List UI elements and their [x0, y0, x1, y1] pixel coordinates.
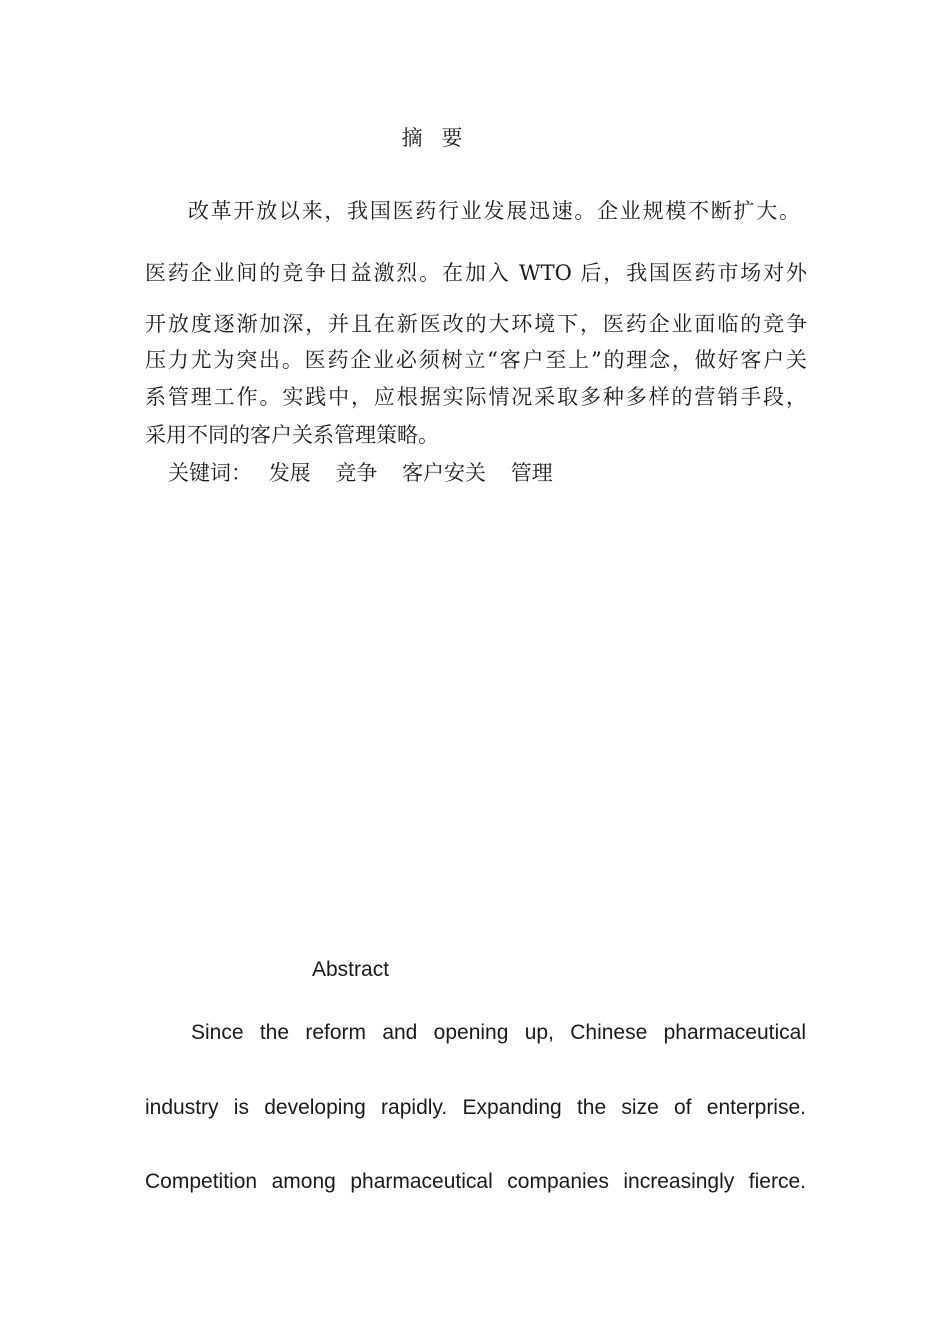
cn-abstract-line: 系管理工作。实践中，应根据实际情况采取多种多样的营销手段， — [145, 385, 807, 409]
cn-abstract-line: 采用不同的客户关系管理策略。 — [145, 423, 439, 447]
keywords-label: 关键词： — [168, 461, 252, 485]
keywords-line — [168, 458, 571, 488]
cn-abstract-line: 改革开放以来，我国医药行业发展迅速。企业规模不断扩大。 — [188, 199, 800, 223]
en-abstract-title: Abstract — [312, 958, 390, 981]
keyword: 管理 — [510, 461, 553, 485]
keyword: 竞争 — [335, 461, 378, 485]
en-abstract-line: Since the reform and opening up, Chinese pharmaceutical — [191, 1021, 806, 1044]
cn-abstract-line: 压力尤为突出。医药企业必须树立“客户至上”的理念，做好客户关 — [145, 348, 807, 372]
keyword: 客户安关 — [402, 461, 487, 485]
cn-abstract-line: 开放度逐渐加深，并且在新医改的大环境下，医药企业面临的竞争 — [145, 312, 807, 336]
keyword: 发展 — [268, 461, 311, 485]
cn-abstract-line: 医药企业间的竞争日益激烈。在加入 WTO 后，我国医药市场对外 — [145, 261, 807, 285]
en-abstract-line: Competition among pharmaceutical companies increasingly fierce. — [145, 1170, 806, 1193]
en-abstract-line: industry is developing rapidly. Expanding the size of enterprise. — [145, 1096, 806, 1119]
cn-abstract-title: 摘 要 — [401, 126, 469, 150]
